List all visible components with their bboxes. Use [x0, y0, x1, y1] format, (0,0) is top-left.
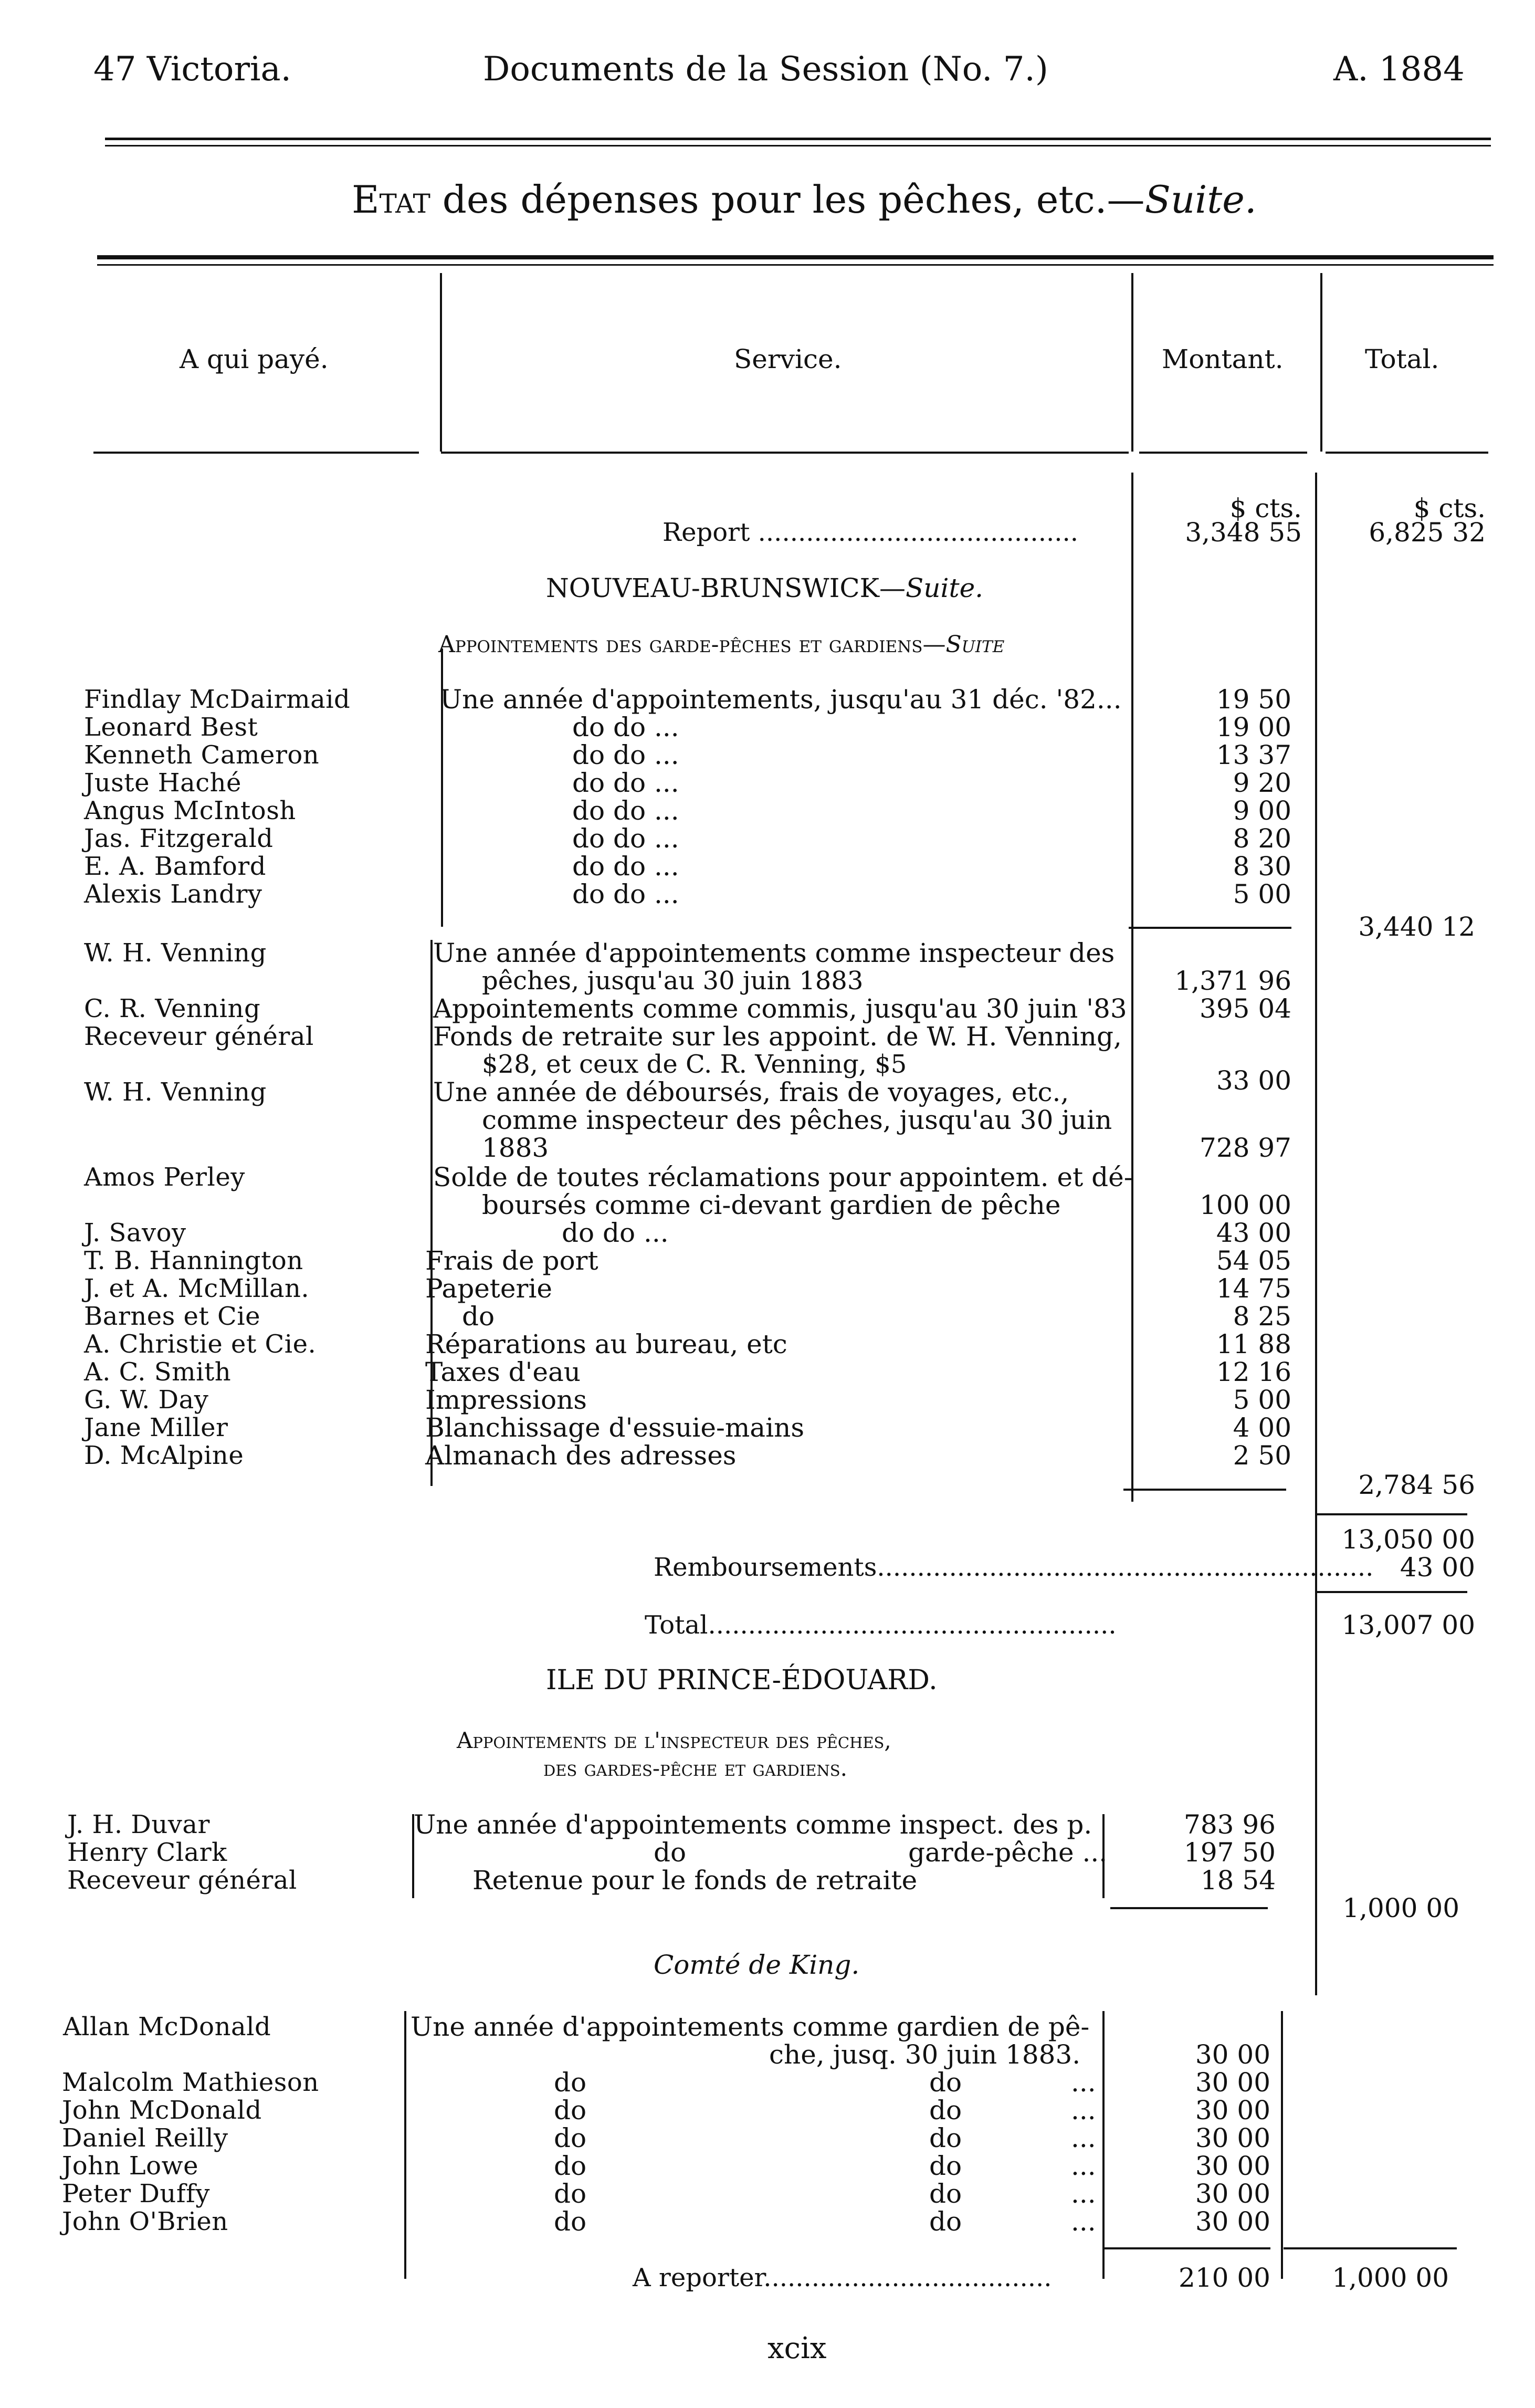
king-row-1-service2: che, jusq. 30 juin 1883.	[769, 2039, 1081, 2070]
carry-total: 1,000 00	[1332, 2263, 1449, 2293]
nb-row2-5-amount: 100 00	[1200, 1190, 1291, 1220]
nb-row2-6-amount: 43 00	[1216, 1218, 1291, 1248]
nb-row2-9-name: Barnes et Cie	[84, 1302, 260, 1331]
nb-row2-12-name: G. W. Day	[84, 1385, 209, 1415]
nb-row2-4-name: W. H. Venning	[84, 1077, 267, 1107]
vline-header-2	[1131, 273, 1133, 452]
nb-sum: 13,050 00	[1341, 1524, 1475, 1555]
report-total: 6,825 32	[1369, 517, 1486, 548]
king-row-3-ditto-end: ...	[1071, 2095, 1096, 2126]
nb-row2-5-service2: boursés comme ci-devant gardien de pêche	[482, 1190, 1061, 1220]
nb-row-6-amount: 8 20	[1233, 823, 1291, 854]
nb-row2-3-service2: $28, et ceux de C. R. Venning, $5	[482, 1050, 907, 1079]
page-title	[352, 177, 1257, 222]
carry-label: A reporter....................................	[633, 2263, 1052, 2292]
nb-subtotal1: 3,440 12	[1358, 912, 1475, 942]
nb-row-7-service: do do ...	[572, 851, 679, 882]
king-row-4-ditto-end: ...	[1071, 2123, 1096, 2153]
nb-row2-8-amount: 14 75	[1216, 1273, 1291, 1304]
pei-subtotal: 1,000 00	[1342, 1893, 1459, 1923]
nb-row2-10-service1: Réparations au bureau, etc	[425, 1329, 787, 1359]
table-rule-thick	[97, 255, 1494, 259]
nb-row-2-amount: 19 00	[1216, 712, 1291, 742]
nb-row2-1-name: W. H. Venning	[84, 938, 267, 968]
king-row-7-ditto-a: do	[554, 2206, 587, 2237]
nb-row2-12-service1: Impressions	[425, 1385, 587, 1415]
nb-row2-4-service2: comme inspecteur des pêches, jusqu'au 30 juin	[482, 1105, 1112, 1135]
king-row-5-ditto-a: do	[554, 2151, 587, 2181]
nb-remb-label: Remboursements..............................................................	[654, 1553, 1374, 1582]
king-row-4-name: Daniel Reilly	[62, 2123, 228, 2153]
nb-row2-2-service1: Appointements comme commis, jusqu'au 30 juin '83	[433, 993, 1127, 1024]
pei-county: Comté de King.	[654, 1950, 860, 1980]
pei-row-2-service-b: garde-pêche ...	[908, 1837, 1108, 1868]
nb-row2-7-service1: Frais de port	[425, 1245, 598, 1276]
king-row-2-ditto-a: do	[554, 2067, 587, 2098]
nb-row2-9-service1: do	[462, 1301, 495, 1332]
nb-row-3-service: do do ...	[572, 740, 679, 770]
nb-row-7-name: E. A. Bamford	[84, 852, 266, 881]
pei-row-3-service: Retenue pour le fonds de retraite	[472, 1865, 918, 1896]
pei-row-1-name: J. H. Duvar	[67, 1810, 210, 1839]
report-label: Report ........................................	[663, 518, 1078, 547]
nb-heading: NOUVEAU-BRUNSWICK—Suite.	[546, 573, 984, 603]
nb-row2-5-name: Amos Perley	[84, 1163, 245, 1192]
nb-row-1-name: Findlay McDairmaid	[84, 685, 351, 714]
title-suite: Suite.	[1144, 177, 1257, 222]
king-row-5-ditto-b: do	[929, 2151, 962, 2181]
nb-row-4-amount: 9 20	[1233, 768, 1291, 798]
nb-row2-9-amount: 8 25	[1233, 1301, 1291, 1332]
nb-row2-4-service1: Une année de déboursés, frais de voyages, etc.,	[433, 1077, 1069, 1107]
col-header-payee: A qui payé.	[180, 344, 329, 374]
pei-row-2-amount: 197 50	[1184, 1837, 1276, 1868]
nb-row2-13-name: Jane Miller	[84, 1413, 228, 1442]
nb-row-4-name: Juste Haché	[84, 768, 241, 798]
king-row-2-ditto-end: ...	[1071, 2067, 1096, 2098]
nb-sum-rule	[1315, 1513, 1467, 1515]
header-center: Documents de la Session (No. 7.)	[483, 50, 1048, 89]
nb-row2-2-name: C. R. Venning	[84, 994, 261, 1023]
pei-row-3-name: Receveur général	[67, 1866, 297, 1895]
pei-row-1-amount: 783 96	[1184, 1809, 1276, 1840]
nb-row2-6-name: J. Savoy	[84, 1218, 186, 1248]
king-row-4-ditto-a: do	[554, 2123, 587, 2153]
nb-row-1-amount: 19 50	[1216, 684, 1291, 715]
vline-king-total	[1281, 2011, 1283, 2279]
nb-row2-8-name: J. et A. McMillan.	[84, 1274, 310, 1303]
nb-row-4-service: do do ...	[572, 768, 679, 798]
king-row-2-name: Malcolm Mathieson	[62, 2068, 319, 2097]
table-rule-thin	[97, 264, 1494, 266]
nb-subtotal2-rule	[1123, 1489, 1286, 1491]
title-rest: des dépenses pour les pêches, etc.—	[430, 177, 1145, 222]
carry-rule-amount	[1102, 2247, 1270, 2249]
king-row-6-name: Peter Duffy	[62, 2179, 210, 2208]
nb-row2-14-name: D. McAlpine	[84, 1441, 244, 1470]
nb-row2-13-amount: 4 00	[1233, 1412, 1291, 1443]
col-header-amount: Montant.	[1162, 344, 1284, 374]
nb-row2-5-service1: Solde de toutes réclamations pour appointem. et dé-	[433, 1162, 1133, 1192]
nb-row2-1-service2: pêches, jusqu'au 30 juin 1883	[482, 966, 864, 996]
nb-row-6-name: Jas. Fitzgerald	[84, 824, 274, 853]
nb-row2-3-amount: 33 00	[1216, 1065, 1291, 1096]
pei-row-2-service-a: do	[654, 1837, 687, 1868]
nb-remb: 43 00	[1400, 1552, 1475, 1583]
nb-row2-13-service1: Blanchissage d'essuie-mains	[425, 1412, 804, 1443]
king-row-5-amount: 30 00	[1195, 2151, 1270, 2181]
carry-rule-total	[1284, 2247, 1457, 2249]
col-rule-3	[1139, 452, 1307, 454]
nb-row2-2-amount: 395 04	[1200, 993, 1291, 1024]
carry-amount: 210 00	[1179, 2263, 1270, 2293]
nb-row2-11-amount: 12 16	[1216, 1357, 1291, 1387]
nb-row-8-name: Alexis Landry	[84, 880, 262, 909]
nb-row2-3-service1: Fonds de retraite sur les appoint. de W. H. Venning,	[433, 1021, 1122, 1052]
pei-subtotal-rule	[1110, 1907, 1268, 1909]
amount-units: $ cts.	[1229, 493, 1302, 524]
vline-amount-nb	[1131, 473, 1133, 1502]
pei-subheading-2: des gardes-pêche et gardiens.	[543, 1755, 848, 1781]
nb-row-7-amount: 8 30	[1233, 851, 1291, 882]
nb-row-5-service: do do ...	[572, 795, 679, 826]
king-row-6-ditto-end: ...	[1071, 2179, 1096, 2209]
nb-row-3-amount: 13 37	[1216, 740, 1291, 770]
total-units: $ cts.	[1413, 493, 1486, 524]
king-row-1-name: Allan McDonald	[63, 2012, 271, 2041]
vline-header-1	[440, 273, 442, 452]
nb-row2-4-service3: 1883	[482, 1133, 549, 1163]
col-rule-4	[1326, 452, 1488, 454]
nb-row-2-name: Leonard Best	[84, 713, 258, 742]
pei-row-1-service: Une année d'appointements comme inspect. des p.	[414, 1809, 1092, 1840]
king-row-6-amount: 30 00	[1195, 2179, 1270, 2209]
nb-row-3-name: Kenneth Cameron	[84, 740, 320, 770]
header-right: A. 1884	[1333, 50, 1465, 89]
king-row-6-ditto-b: do	[929, 2179, 962, 2209]
pei-subheading-1: Appointements de l'inspecteur des pêches,	[457, 1728, 891, 1753]
nb-row2-3-name: Receveur général	[84, 1022, 314, 1051]
header-rule-top	[105, 138, 1491, 140]
nb-row2-1-service1: Une année d'appointements comme inspecteur des	[433, 938, 1115, 968]
nb-row2-6-service1: do do ...	[562, 1218, 669, 1248]
nb-row-5-amount: 9 00	[1233, 795, 1291, 826]
title-first-word: Etat	[352, 177, 430, 222]
nb-subtotal1-rule	[1129, 927, 1291, 929]
header-left: 47 Victoria.	[93, 50, 291, 89]
vline-king-rows	[404, 2011, 406, 2279]
king-row-4-ditto-b: do	[929, 2123, 962, 2153]
nb-row2-11-name: A. C. Smith	[84, 1357, 232, 1387]
nb-row2-7-amount: 54 05	[1216, 1245, 1291, 1276]
king-row-2-ditto-b: do	[929, 2067, 962, 2098]
nb-row-6-service: do do ...	[572, 823, 679, 854]
nb-row-1-service: Une année d'appointements, jusqu'au 31 déc. '82...	[440, 684, 1122, 715]
king-row-7-amount: 30 00	[1195, 2206, 1270, 2237]
nb-row-5-name: Angus McIntosh	[84, 796, 296, 825]
col-rule-2	[441, 452, 1129, 454]
header-rule-bottom	[105, 145, 1491, 146]
king-row-3-amount: 30 00	[1195, 2095, 1270, 2126]
report-amount: 3,348 55	[1185, 517, 1302, 548]
nb-total: 13,007 00	[1341, 1610, 1475, 1640]
nb-row-2-service: do do ...	[572, 712, 679, 742]
nb-row2-1-amount: 1,371 96	[1174, 966, 1291, 996]
col-header-service: Service.	[734, 344, 842, 374]
pei-heading: ILE DU PRINCE-ÉDOUARD.	[546, 1664, 938, 1696]
col-header-total: Total.	[1365, 344, 1439, 374]
nb-subtotal2: 2,784 56	[1358, 1470, 1475, 1500]
vline-header-3	[1320, 273, 1322, 452]
nb-total-rule	[1315, 1591, 1467, 1593]
col-rule-1	[93, 452, 419, 454]
nb-row2-10-amount: 11 88	[1216, 1329, 1291, 1359]
vline-king-amount	[1102, 2011, 1105, 2279]
king-row-1-amount: 30 00	[1195, 2039, 1270, 2070]
king-row-7-ditto-b: do	[929, 2206, 962, 2237]
king-row-5-name: John Lowe	[62, 2151, 198, 2181]
king-row-3-ditto-a: do	[554, 2095, 587, 2126]
pei-row-3-amount: 18 54	[1200, 1865, 1276, 1896]
pei-row-2-name: Henry Clark	[67, 1838, 227, 1867]
page-number: xcix	[768, 2331, 827, 2365]
nb-row2-14-service1: Almanach des adresses	[425, 1440, 737, 1471]
vline-total	[1315, 473, 1317, 1995]
nb-row-8-amount: 5 00	[1233, 879, 1291, 909]
nb-row-8-service: do do ...	[572, 879, 679, 909]
king-row-5-ditto-end: ...	[1071, 2151, 1096, 2181]
king-row-7-name: John O'Brien	[62, 2207, 228, 2236]
king-row-2-amount: 30 00	[1195, 2067, 1270, 2098]
nb-row2-4-amount: 728 97	[1200, 1133, 1291, 1163]
king-row-7-ditto-end: ...	[1071, 2206, 1096, 2237]
nb-subheading: Appointements des garde-pêches et gardiens—Suite	[438, 631, 1005, 658]
king-row-4-amount: 30 00	[1195, 2123, 1270, 2153]
king-row-3-name: John McDonald	[62, 2096, 262, 2125]
nb-row2-10-name: A. Christie et Cie.	[84, 1329, 317, 1359]
king-row-3-ditto-b: do	[929, 2095, 962, 2126]
nb-row2-11-service1: Taxes d'eau	[425, 1357, 581, 1387]
king-row-1-service1: Une année d'appointements comme gardien de pê-	[411, 2012, 1090, 2042]
nb-row2-8-service1: Papeterie	[425, 1273, 552, 1304]
nb-total-label: Total...................................................	[645, 1610, 1117, 1640]
king-row-6-ditto-a: do	[554, 2179, 587, 2209]
nb-row2-14-amount: 2 50	[1233, 1440, 1291, 1471]
nb-row2-7-name: T. B. Hannington	[84, 1246, 303, 1275]
nb-row2-12-amount: 5 00	[1233, 1385, 1291, 1415]
